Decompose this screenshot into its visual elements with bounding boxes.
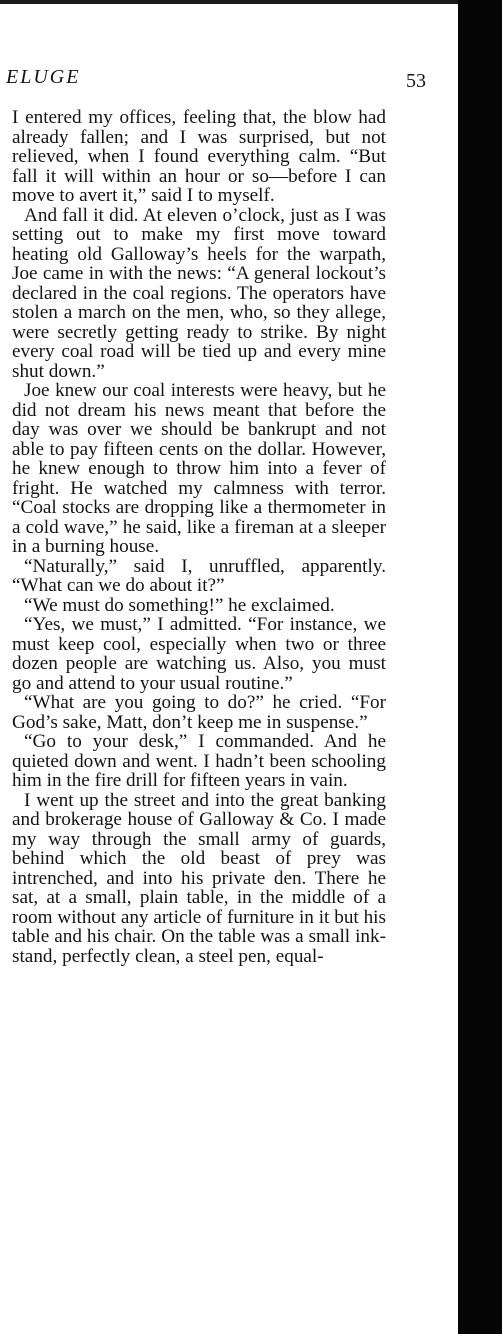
top-border-rule xyxy=(0,0,502,4)
page-number: 53 xyxy=(406,70,426,92)
paragraph-8: “Go to your desk,” I commanded. And he quieted down and went. I hadn’t been schooling him in the fire drill for fifteen years in vain. xyxy=(12,731,386,791)
paragraph-4: “Naturally,” said I, unruffled, apparently. “What can we do about it?” xyxy=(12,555,386,596)
paragraph-5: “We must do something!” he exclaimed. xyxy=(24,594,335,616)
text-column xyxy=(12,108,386,966)
running-title: ELUGE xyxy=(6,66,81,88)
paragraph-2: And fall it did. At eleven o’clock, just as I was setting out to make my first move toward heating old Galloway’s heels for the warpath, Joe came in with the news: “A general lockout’s declared in the coal regions. The operators have stolen a march on the men, who, so they allege, were secretly getting ready to strike. By night every coal road will be tied up and every mine shut down.” xyxy=(12,204,386,382)
running-head xyxy=(6,66,426,96)
paragraph-3: Joe knew our coal interests were heavy, but he did not dream his news meant that before the day was over we should be bankrupt and not able to pay fifteen cents on the dollar. However, he knew enough to throw him into a fever of fright. He watched my calmness with terror. “Coal stocks are dropping like a thermometer in a cold wave,” he said, like a fireman at a sleeper in a burning house. xyxy=(12,380,386,557)
scan-edge-shadow xyxy=(458,0,502,1334)
paragraph-1: I entered my offices, feeling that, the blow had already fallen; and I was surprised, but not relieved, when I found everything calm. “But fall it will within an hour or so—before I can move to avert it,” said I to myself. xyxy=(12,107,386,206)
paragraph-6: “Yes, we must,” I admitted. “For instance, we must keep cool, especially when two or three dozen people are watching us. Also, you must go and attend to your usual routine.” xyxy=(12,614,386,694)
paragraph-7: “What are you going to do?” he cried. “For God’s sake, Matt, don’t keep me in suspense.” xyxy=(12,692,386,733)
paragraph-9: I went up the street and into the great banking and brokerage house of Galloway & Co. I made my way through the small army of guards, behind which the old beast of prey was intrenched, and into his private den. There he sat, at a small, plain table, in the middle of a room without any article of furniture in it but his table and his chair. On the table was a small inkstand, perfectly clean, a steel pen, equal- xyxy=(12,789,386,967)
